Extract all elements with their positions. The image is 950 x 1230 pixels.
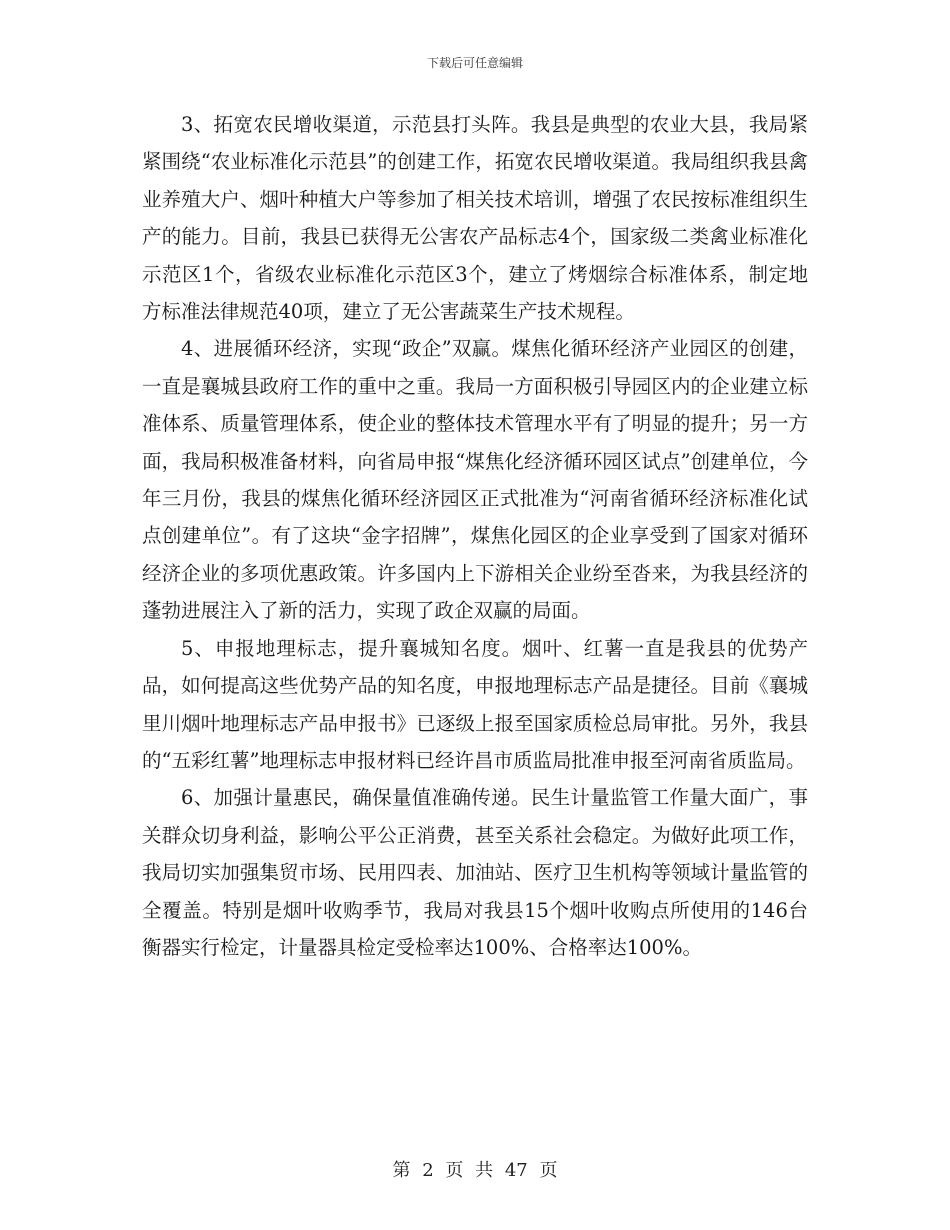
header-note: 下载后可任意编辑 — [426, 56, 523, 70]
paragraph-5-geographic-indication: 5、申报地理标志，提升襄城知名度。烟叶、红薯一直是我县的优势产品，如何提高这些优势产品的知名度，申报地理标志产品是捷径。目前《襄城里川烟叶地理标志产品申报书》已逐级上报至国家质检总局审批。另外，我县的“五彩红薯”地理标志申报材料已经许昌市质监局批准申报至河南省质监局。 — [142, 636, 808, 772]
paragraph-4-circular-economy: 4、进展循环经济，实现“政企”双赢。煤焦化循环经济产业园区的创建，一直是襄城县政府工作的重中之重。我局一方面积极引导园区内的企业建立标准体系、质量管理体系，使企业的整体技术管理水平有了明显的提升；另一方面，我局积极准备材料，向省局申报“煤焦化经济循环园区试点”创建单位，今年三月份，我县的煤焦化循环经济园区正式批准为“河南省循环经济标准化试点创建单位”。有了这块“金字招牌”，煤焦化园区的企业享受到了国家对循环经济企业的多项优惠政策。许多国内上下游相关企业纷至沓来，为我县经济的蓬勃进展注入了新的活力，实现了政企双赢的局面。 — [142, 337, 808, 623]
paragraph-6-metrology: 6、加强计量惠民，确保量值准确传递。民生计量监管工作量大面广，事关群众切身利益，影响公平公正消费，甚至关系社会稳定。为做好此项工作，我局切实加强集贸市场、民用四表、加油站、医疗卫生机构等领域计量监管的全覆盖。特别是烟叶收购季节，我局对我县15个烟叶收购点所使用的146台衡器实行检定，计量器具检定受检率达100%、合格率达100%。 — [142, 786, 808, 959]
page-number-footer: 第 2 页 共 47 页 — [392, 1160, 558, 1181]
paragraph-3-agriculture: 3、拓宽农民增收渠道，示范县打头阵。我县是典型的农业大县，我局紧紧围绕“农业标准化示范县”的创建工作，拓宽农民增收渠道。我局组织我县禽业养殖大户、烟叶种植大户等参加了相关技术培训，增强了农民按标准组织生产的能力。目前，我县已获得无公害农产品标志4个，国家级二类禽业标准化示范区1个，省级农业标准化示范区3个，建立了烤烟综合标准体系，制定地方标准法律规范40项，建立了无公害蔬菜生产技术规程。 — [142, 113, 808, 324]
document-body — [142, 106, 808, 966]
